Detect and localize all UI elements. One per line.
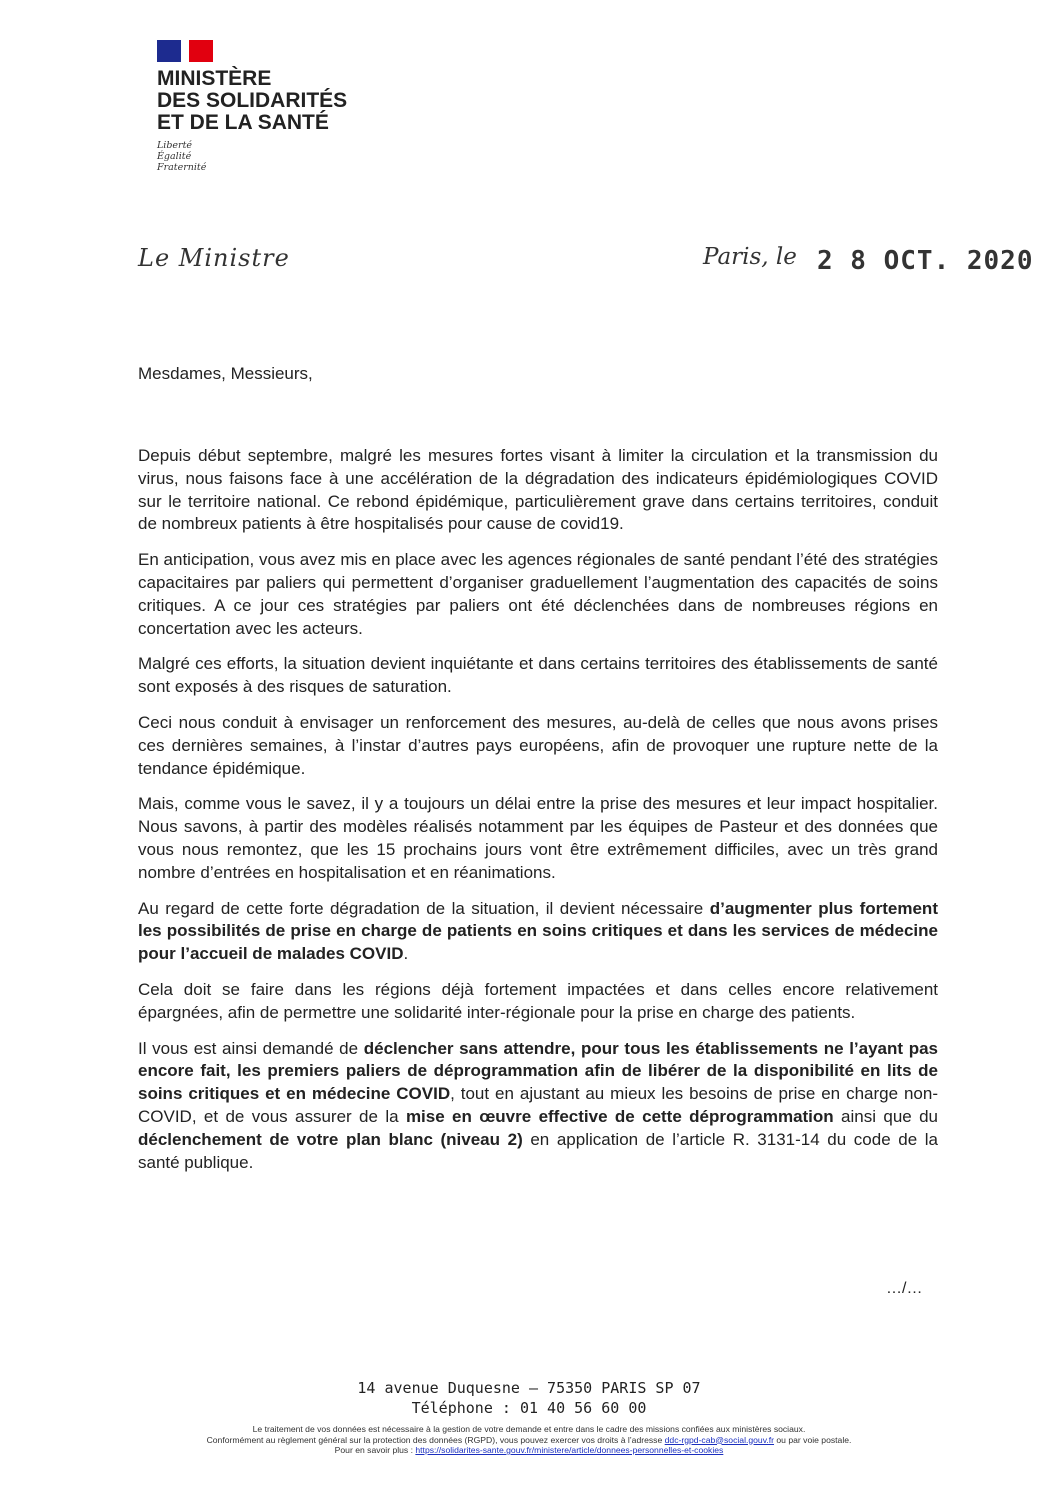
bold-text: déclenchement de votre plan blanc (niveau 2) — [138, 1129, 523, 1149]
motto-line: Fraternité — [157, 162, 207, 173]
continuation-mark: …/… — [886, 1280, 923, 1297]
gdpr-line — [0, 1435, 1058, 1446]
gdpr-info-link[interactable]: https://solidarites-sante.gouv.fr/ministere/article/donnees-personnelles-et-cookies — [415, 1445, 724, 1455]
bold-text: mise en œuvre effective de cette déprogrammation — [405, 1106, 834, 1126]
place-label: Paris, le — [703, 244, 797, 270]
text-span: ou par voie postale. — [774, 1434, 852, 1445]
text-span: ainsi que du — [833, 1106, 939, 1126]
paragraph — [138, 898, 938, 966]
ministry-name-line: DES SOLIDARITÉS — [157, 89, 348, 112]
paragraph: En anticipation, vous avez mis en place avec les agences régionales de santé pendant l’été des stratégies capacitaires par paliers qui permettent d’organiser graduellement l’augmentation des capacités de soins critiques. A ce jour ces stratégies par paliers ont été déclenchées dans de nombreuses régions en concertation avec les acteurs. — [138, 550, 938, 638]
paragraph: Mais, comme vous le savez, il y a toujours un délai entre la prise des mesures et leur impact hospitalier. Nous savons, à partir des modèles réalisés notamment par les équipes de Pasteur et des données que vous nous remontez, que les 15 prochains jours vont être extrêmement difficiles, avec un très grand nombre d’entrées en hospitalisation et en réanimations. — [138, 794, 938, 882]
motto-line: Liberté — [157, 140, 193, 151]
footer-address — [0, 1378, 1058, 1418]
bold-text: déclencher sans attendre, pour tous les établissements ne l’ayant pas encore fait, les premiers paliers de déprogrammation afin de libérer de la disponibilité en lits de soins critiques et en médecine COVID — [138, 1038, 938, 1104]
motto-line: Égalité — [157, 151, 192, 162]
address-line: 14 avenue Duquesne – 75350 PARIS SP 07 — [357, 1379, 701, 1397]
sender-title: Le Ministre — [138, 244, 290, 272]
date-stamp: 2 8 OCT. 2020 — [817, 246, 1034, 276]
paragraph: Cela doit se faire dans les régions déjà fortement impactées et dans celles encore relativement épargnées, afin de permettre une solidarité inter-régionale pour la prise en charge des patients. — [138, 979, 938, 1022]
letter-body — [138, 445, 938, 1187]
ministry-name-line: MINISTÈRE — [157, 67, 272, 90]
text-span: Pour en savoir plus : — [334, 1445, 416, 1455]
paragraph: Depuis début septembre, malgré les mesures fortes visant à limiter la circulation et la transmission du virus, nous faisons face à une accélération de la dégradation des indicateurs épidémiologiques COVID sur le territoire national. Ce rebond épidémique, particulièrement grave dans certains territoires, conduit de nombreux patients à être hospitalisés pour cause de covid19. — [138, 446, 938, 534]
republic-motto — [157, 140, 206, 173]
paragraph — [138, 1038, 938, 1175]
marianne-flag-icon — [157, 40, 213, 62]
gdpr-line — [0, 1445, 1058, 1456]
gdpr-email-link[interactable]: ddc-rgpd-cab@social.gouv.fr — [664, 1434, 775, 1445]
text-span: en application de l’article R. 3131-14 du code de la santé publique. — [138, 1129, 938, 1172]
gdpr-line: Le traitement de vos données est nécessaire à la gestion de votre demande et entre dans le cadre des missions confiées aux ministères sociaux. — [252, 1424, 806, 1434]
phone-line: Téléphone : 01 40 56 60 00 — [411, 1399, 647, 1417]
ministry-name-line: ET DE LA SANTÉ — [157, 111, 329, 134]
text-span: Il vous est ainsi demandé de — [138, 1038, 364, 1058]
salutation: Mesdames, Messieurs, — [138, 364, 313, 383]
text-span: Conformément au règlement général sur la protection des données (RGPD), vous pouvez exercer vos droits à l’adresse — [206, 1434, 665, 1445]
text-span: Au regard de cette forte dégradation de la situation, il devient nécessaire — [138, 898, 710, 918]
text-span: , tout en ajustant au mieux les besoins de prise en charge non-COVID, et de vous assurer de la — [138, 1084, 938, 1126]
ministry-name — [157, 68, 417, 134]
paragraph: Malgré ces efforts, la situation devient inquiétante et dans certains territoires des établissements de santé sont exposés à des risques de saturation. — [138, 654, 938, 697]
paragraph: Ceci nous conduit à envisager un renforcement des mesures, au-delà de celles que nous avons prises ces dernières semaines, à l’instar d’autres pays européens, afin de provoquer une rupture nette de la tendance épidémique. — [138, 712, 938, 778]
gdpr-notice — [0, 1424, 1058, 1456]
bold-text: d’augmenter plus fortement les possibilités de prise en charge de patients en soins critiques et dans les services de médecine pour l’accueil de malades COVID — [138, 898, 938, 964]
text-span: . — [403, 944, 409, 964]
